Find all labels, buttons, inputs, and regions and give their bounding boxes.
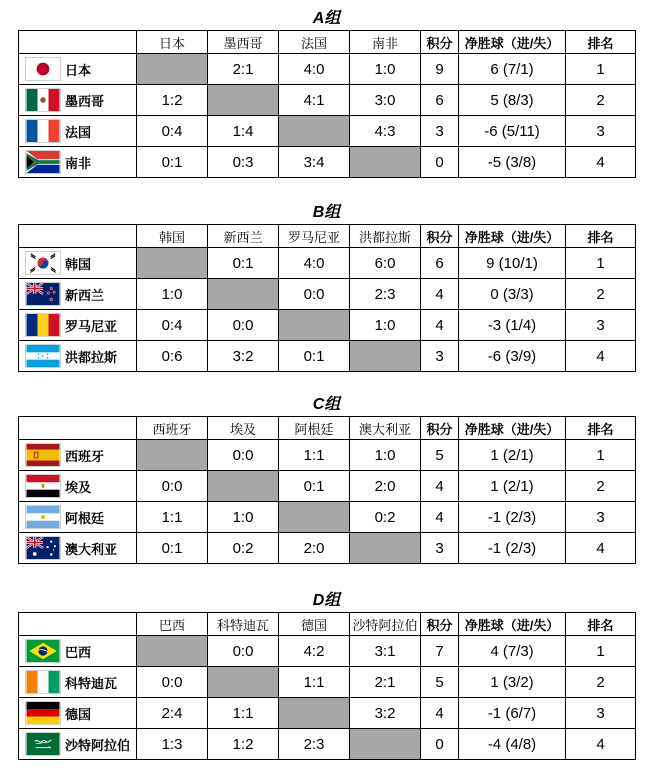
team-cell	[19, 341, 137, 372]
score-cell: 1:0	[137, 279, 208, 310]
opponent-header: 德国	[279, 613, 350, 636]
rank-cell: 4	[566, 341, 636, 372]
points-cell: 6	[421, 85, 459, 116]
team-label	[19, 54, 136, 84]
goal-difference-cell: -6 (3/9)	[459, 341, 566, 372]
rank-header: 排名	[566, 613, 636, 636]
opponent-header: 罗马尼亚	[279, 225, 350, 248]
table-row	[19, 729, 636, 760]
team-name: 法国	[65, 124, 92, 140]
score-cell: 1:0	[350, 440, 421, 471]
team-name: 西班牙	[65, 448, 105, 464]
points-cell: 5	[421, 667, 459, 698]
points-cell: 6	[421, 248, 459, 279]
self-match-cell	[279, 310, 350, 341]
table-row	[19, 310, 636, 341]
egypt-flag-icon	[25, 474, 61, 498]
team-cell	[19, 729, 137, 760]
team-label	[19, 279, 136, 309]
rank-cell: 2	[566, 471, 636, 502]
table-row	[19, 147, 636, 178]
score-cell: 4:3	[350, 116, 421, 147]
mexico-flag-icon	[25, 88, 61, 112]
opponent-header: 法国	[279, 31, 350, 54]
goal-difference-cell: 1 (3/2)	[459, 667, 566, 698]
score-cell: 0:0	[279, 279, 350, 310]
opponent-header: 埃及	[208, 417, 279, 440]
points-cell: 7	[421, 636, 459, 667]
corner-cell	[19, 417, 137, 440]
score-cell: 1:3	[137, 729, 208, 760]
team-cell	[19, 248, 137, 279]
goal-difference-cell: -1 (2/3)	[459, 533, 566, 564]
table-row	[19, 341, 636, 372]
self-match-cell	[279, 698, 350, 729]
team-label	[19, 471, 136, 501]
goal-difference-cell: -6 (5/11)	[459, 116, 566, 147]
self-match-cell	[350, 729, 421, 760]
honduras-flag-icon	[25, 344, 61, 368]
team-label	[19, 147, 136, 177]
corner-cell	[19, 225, 137, 248]
rank-cell: 3	[566, 310, 636, 341]
score-cell: 3:2	[350, 698, 421, 729]
score-cell: 1:0	[208, 502, 279, 533]
rank-cell: 3	[566, 502, 636, 533]
points-cell: 3	[421, 533, 459, 564]
rank-cell: 3	[566, 116, 636, 147]
goal-difference-cell: 6 (7/1)	[459, 54, 566, 85]
australia-flag-icon	[25, 536, 61, 560]
team-name: 埃及	[65, 479, 92, 495]
opponent-header: 韩国	[137, 225, 208, 248]
score-cell: 2:3	[279, 729, 350, 760]
team-label	[19, 636, 136, 666]
goal-difference-cell: 0 (3/3)	[459, 279, 566, 310]
self-match-cell	[208, 85, 279, 116]
team-cell	[19, 533, 137, 564]
score-cell: 0:1	[208, 248, 279, 279]
opponent-header: 墨西哥	[208, 31, 279, 54]
points-cell: 4	[421, 698, 459, 729]
team-name: 阿根廷	[65, 510, 105, 526]
self-match-cell	[137, 248, 208, 279]
ivory-coast-flag-icon	[25, 670, 61, 694]
score-cell: 1:1	[208, 698, 279, 729]
header-row	[19, 613, 636, 636]
standings-table	[18, 224, 636, 372]
team-name: 墨西哥	[65, 93, 105, 109]
table-row	[19, 533, 636, 564]
team-label	[19, 698, 136, 728]
standings-table	[18, 30, 636, 178]
group-title: C组	[312, 396, 341, 413]
opponent-header: 日本	[137, 31, 208, 54]
self-match-cell	[350, 147, 421, 178]
rank-cell: 2	[566, 667, 636, 698]
germany-flag-icon	[25, 701, 61, 725]
table-row	[19, 698, 636, 729]
goal-difference-cell: -3 (1/4)	[459, 310, 566, 341]
score-cell: 1:0	[350, 310, 421, 341]
table-row	[19, 636, 636, 667]
self-match-cell	[208, 279, 279, 310]
points-cell: 0	[421, 729, 459, 760]
self-match-cell	[137, 636, 208, 667]
score-cell: 4:2	[279, 636, 350, 667]
goal-difference-cell: 9 (10/1)	[459, 248, 566, 279]
rank-cell: 4	[566, 147, 636, 178]
points-header: 积分	[421, 225, 459, 248]
team-label	[19, 667, 136, 697]
score-cell: 1:4	[208, 116, 279, 147]
corner-cell	[19, 31, 137, 54]
score-cell: 0:1	[279, 471, 350, 502]
self-match-cell	[137, 54, 208, 85]
team-name: 澳大利亚	[65, 541, 118, 557]
score-cell: 2:1	[350, 667, 421, 698]
opponent-header: 巴西	[137, 613, 208, 636]
france-flag-icon	[25, 119, 61, 143]
points-cell: 5	[421, 440, 459, 471]
self-match-cell	[350, 341, 421, 372]
score-cell: 4:1	[279, 85, 350, 116]
opponent-header: 科特迪瓦	[208, 613, 279, 636]
score-cell: 1:0	[350, 54, 421, 85]
table-row	[19, 502, 636, 533]
points-header: 积分	[421, 613, 459, 636]
team-name: 洪都拉斯	[65, 349, 118, 365]
group-title: A组	[312, 10, 341, 27]
goal-difference-cell: 4 (7/3)	[459, 636, 566, 667]
team-cell	[19, 116, 137, 147]
team-label	[19, 440, 136, 470]
brazil-flag-icon	[25, 639, 61, 663]
team-cell	[19, 85, 137, 116]
rank-header: 排名	[566, 417, 636, 440]
goal-difference-cell: 1 (2/1)	[459, 471, 566, 502]
rank-cell: 2	[566, 85, 636, 116]
opponent-header: 新西兰	[208, 225, 279, 248]
score-cell: 2:4	[137, 698, 208, 729]
team-label	[19, 310, 136, 340]
table-row	[19, 279, 636, 310]
self-match-cell	[279, 502, 350, 533]
group-section	[18, 590, 635, 760]
team-cell	[19, 147, 137, 178]
points-cell: 4	[421, 310, 459, 341]
score-cell: 2:0	[350, 471, 421, 502]
table-row	[19, 440, 636, 471]
score-cell: 2:1	[208, 54, 279, 85]
self-match-cell	[208, 471, 279, 502]
score-cell: 6:0	[350, 248, 421, 279]
score-cell: 1:2	[208, 729, 279, 760]
self-match-cell	[208, 667, 279, 698]
score-cell: 3:4	[279, 147, 350, 178]
score-cell: 1:1	[279, 667, 350, 698]
points-cell: 4	[421, 471, 459, 502]
table-row	[19, 248, 636, 279]
goal-difference-header: 净胜球（进/失）	[459, 613, 566, 636]
points-cell: 3	[421, 116, 459, 147]
points-cell: 3	[421, 341, 459, 372]
south-africa-flag-icon	[25, 150, 61, 174]
argentina-flag-icon	[25, 505, 61, 529]
group-section	[18, 202, 635, 372]
score-cell: 3:1	[350, 636, 421, 667]
team-name: 罗马尼亚	[65, 318, 118, 334]
points-header: 积分	[421, 417, 459, 440]
team-cell	[19, 698, 137, 729]
goal-difference-cell: 5 (8/3)	[459, 85, 566, 116]
team-label	[19, 533, 136, 563]
opponent-header: 澳大利亚	[350, 417, 421, 440]
team-cell	[19, 440, 137, 471]
rank-cell: 1	[566, 54, 636, 85]
group-title: D组	[312, 592, 341, 609]
goal-difference-cell: -1 (6/7)	[459, 698, 566, 729]
header-row	[19, 225, 636, 248]
score-cell: 0:4	[137, 310, 208, 341]
team-cell	[19, 54, 137, 85]
self-match-cell	[137, 440, 208, 471]
team-name: 德国	[65, 706, 92, 722]
romania-flag-icon	[25, 313, 61, 337]
points-cell: 4	[421, 279, 459, 310]
score-cell: 0:0	[208, 440, 279, 471]
table-row	[19, 116, 636, 147]
score-cell: 3:2	[208, 341, 279, 372]
team-name: 巴西	[65, 644, 92, 660]
opponent-header: 洪都拉斯	[350, 225, 421, 248]
south-korea-flag-icon	[25, 251, 61, 275]
rank-cell: 1	[566, 636, 636, 667]
opponent-header: 阿根廷	[279, 417, 350, 440]
header-row	[19, 31, 636, 54]
team-label	[19, 248, 136, 278]
team-name: 沙特阿拉伯	[65, 737, 131, 753]
japan-flag-icon	[25, 57, 61, 81]
score-cell: 0:1	[137, 147, 208, 178]
team-label	[19, 341, 136, 371]
group-section	[18, 8, 635, 178]
group-title: B组	[312, 204, 341, 221]
group-section	[18, 394, 635, 564]
score-cell: 2:0	[279, 533, 350, 564]
score-cell: 0:1	[279, 341, 350, 372]
rank-cell: 3	[566, 698, 636, 729]
goal-difference-cell: 1 (2/1)	[459, 440, 566, 471]
team-label	[19, 85, 136, 115]
team-name: 科特迪瓦	[65, 675, 118, 691]
rank-cell: 1	[566, 440, 636, 471]
team-cell	[19, 667, 137, 698]
header-row	[19, 417, 636, 440]
score-cell: 2:3	[350, 279, 421, 310]
goal-difference-header: 净胜球（进/失）	[459, 31, 566, 54]
points-cell: 9	[421, 54, 459, 85]
saudi-arabia-flag-icon	[25, 732, 61, 756]
opponent-header: 南非	[350, 31, 421, 54]
team-cell	[19, 279, 137, 310]
score-cell: 0:3	[208, 147, 279, 178]
score-cell: 0:2	[208, 533, 279, 564]
score-cell: 0:0	[137, 471, 208, 502]
self-match-cell	[279, 116, 350, 147]
score-cell: 0:2	[350, 502, 421, 533]
team-cell	[19, 310, 137, 341]
team-label	[19, 729, 136, 759]
score-cell: 0:6	[137, 341, 208, 372]
rank-cell: 4	[566, 533, 636, 564]
team-name: 日本	[65, 62, 92, 78]
score-cell: 1:1	[279, 440, 350, 471]
score-cell: 4:0	[279, 54, 350, 85]
goal-difference-cell: -4 (4/8)	[459, 729, 566, 760]
rank-cell: 1	[566, 248, 636, 279]
team-cell	[19, 471, 137, 502]
team-label	[19, 502, 136, 532]
team-name: 韩国	[65, 256, 92, 272]
score-cell: 0:0	[137, 667, 208, 698]
team-label	[19, 116, 136, 146]
points-header: 积分	[421, 31, 459, 54]
opponent-header: 西班牙	[137, 417, 208, 440]
score-cell: 0:4	[137, 116, 208, 147]
team-cell	[19, 636, 137, 667]
score-cell: 1:2	[137, 85, 208, 116]
corner-cell	[19, 613, 137, 636]
standings-table	[18, 612, 636, 760]
score-cell: 3:0	[350, 85, 421, 116]
team-cell	[19, 502, 137, 533]
team-name: 新西兰	[65, 287, 105, 303]
goal-difference-header: 净胜球（进/失）	[459, 225, 566, 248]
spain-flag-icon	[25, 443, 61, 467]
rank-cell: 4	[566, 729, 636, 760]
table-row	[19, 85, 636, 116]
table-row	[19, 54, 636, 85]
score-cell: 0:1	[137, 533, 208, 564]
rank-header: 排名	[566, 225, 636, 248]
goal-difference-header: 净胜球（进/失）	[459, 417, 566, 440]
new-zealand-flag-icon	[25, 282, 61, 306]
table-row	[19, 667, 636, 698]
score-cell: 0:0	[208, 310, 279, 341]
rank-header: 排名	[566, 31, 636, 54]
goal-difference-cell: -5 (3/8)	[459, 147, 566, 178]
score-cell: 1:1	[137, 502, 208, 533]
team-name: 南非	[65, 155, 92, 171]
table-row	[19, 471, 636, 502]
score-cell: 0:0	[208, 636, 279, 667]
self-match-cell	[350, 533, 421, 564]
goal-difference-cell: -1 (2/3)	[459, 502, 566, 533]
points-cell: 0	[421, 147, 459, 178]
score-cell: 4:0	[279, 248, 350, 279]
opponent-header: 沙特阿拉伯	[350, 613, 421, 636]
points-cell: 4	[421, 502, 459, 533]
standings-table	[18, 416, 636, 564]
rank-cell: 2	[566, 279, 636, 310]
